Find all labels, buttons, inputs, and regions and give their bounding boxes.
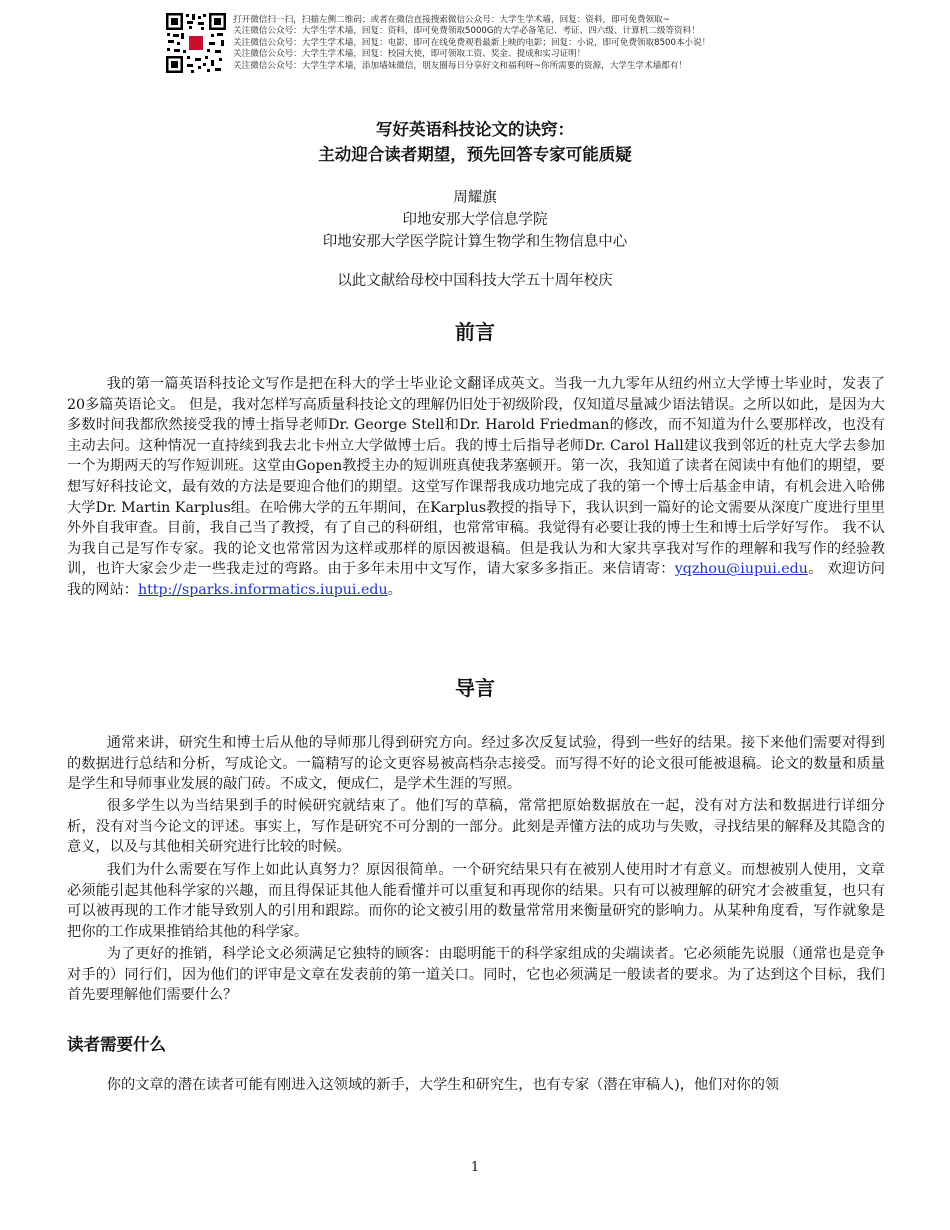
page-number: 1 — [470, 1160, 480, 1175]
intro-paragraph-3: 我们为什么需要在写作上如此认真努力？原因很简单。一个研究结果只有在被别人使用时才有意义。而想被别人使用，文章必须能引起其他科学家的兴趣，而且得保证其他人能看懂并可以重复和再现你的结果。只有可以被理解的研究才会被重复，也只有可以被再现的工作才能导致别人的引用和跟踪。而你的论文被引用的数量常常用来衡量研究的影响力。从某种角度看，写作就象是把你的工作成果推销给其他的科学家。 — [67, 862, 885, 940]
title-line-1: 写好英语科技论文的诀窍： — [376, 120, 574, 139]
email-link[interactable]: yqzhou@iupui.edu — [674, 561, 808, 578]
preface-separator: 。 欢迎访问我的网站： — [67, 561, 885, 598]
promo-line: 关注微信公众号：大学生学术墙，回复：校园大使，即可领取工资、奖金、提成和实习证明！ — [233, 49, 586, 60]
qr-code-graphic — [165, 12, 227, 74]
preface-heading: 前言 — [455, 320, 495, 344]
intro-paragraph-1: 通常来讲，研究生和博士后从他的导师那儿得到研究方向。经过多次反复试验，得到一些好的结果。接下来他们需要对得到的数据进行总结和分析，写成论文。一篇精写的论文更容易被高档杂志接受。而写得不好的论文很可能被退稿。论文的数量和质量是学生和导师事业发展的敲门砖。不成文，便成仁，是学术生涯的写照。 — [67, 735, 885, 793]
readers-heading: 读者需要什么 — [67, 1035, 166, 1054]
intro-paragraph-4: 为了更好的推销，科学论文必须满足它独特的顾客：由聪明能干的科学家组成的尖端读者。它必须能先说服（通常也是竞争对手的）同行们，因为他们的评审是文章在发表前的第一道关口。同时，它也必须满足一般读者的要求。为了达到这个目标，我们首先要理解他们需要什么？ — [67, 946, 885, 1004]
author-name: 周耀旗 — [453, 190, 497, 206]
preface-end: 。 — [387, 581, 402, 598]
promo-line: 关注微信公众号：大学生学术墙，回复：电影，即可在线免费观看最新上映的电影；回复：小说，即可免费领取8500本小说！ — [233, 37, 711, 48]
promo-text — [233, 15, 793, 72]
readers-paragraph: 你的文章的潜在读者可能有刚进入这领域的新手，大学生和研究生，也有专家（潜在审稿人)，他们对你的领 — [106, 1077, 780, 1093]
dedication: 以此文献给母校中国科技大学五十周年校庆 — [337, 273, 613, 289]
intro-paragraph-2: 很多学生以为当结果到手的时候研究就结束了。他们写的草稿，常常把原始数据放在一起，没有对方法和数据进行详细分析，没有对当今论文的评述。事实上，写作是研究不可分割的一部分。此刻是弄懂方法的成功与失败，寻找结果的解释及其隐含的意义，以及与其他相关研究进行比较的时候。 — [67, 798, 885, 856]
promo-line: 关注微信公众号：大学生学术墙，添加墙妹微信，朋友圈每日分享好文和福利呀~你所需要的资源，大学生学术墙都有！ — [233, 60, 688, 71]
qr-code[interactable] — [165, 12, 227, 74]
title-line-2: 主动迎合读者期望，预先回答专家可能质疑 — [318, 145, 632, 164]
author-affiliation-1: 印地安那大学信息学院 — [402, 212, 548, 228]
promo-line: 打开微信扫一扫，扫描左侧二维码；或者在微信直接搜索微信公众号：大学生学术墙，回复：资料，即可免费领取~ — [233, 15, 670, 25]
promo-line: 关注微信公众号：大学生学术墙，回复：资料，即可免费领取5000G的大学必备笔记、考证、四六级、计算机二级等资料！ — [233, 26, 700, 37]
promo-banner — [165, 12, 785, 78]
author-affiliation-2: 印地安那大学医学院计算生物学和生物信息中心 — [322, 234, 628, 250]
preface-text: 我的第一篇英语科技论文写作是把在科大的学士毕业论文翻译成英文。当我一九九零年从纽约州立大学博士毕业时，发表了20多篇英语论文。 但是，我对怎样写高质量科技论文的理解仍旧处于初级阶段，仅知道尽量减少语法错误。之所以如此，是因为大多数时间我都欣然接受我的博士指导老师Dr. George Stell和Dr. Harold Friedman的修改，而不知道为什么要那样改，也没有主动去问。这种情况一直持续到我去北卡州立大学做博士后。我的博士后指导老师Dr. Carol Hall建议我到邻近的杜克大学去参加一个为期两天的写作短训班。这堂由Gopen教授主办的短训班真使我茅塞顿开。第一次，我知道了读者在阅读中有他们的期望，要想写好科技论文，最有效的方法是要迎合他们的期望。这堂写作课帮我成功地完成了我的第一个博士后基金申请，有机会进入哈佛大学Dr. Martin Karplus组。在哈佛大学的五年期间，在Karplus教授的指导下，我认识到一篇好的论文需要从深度广度进行里里外外自我审查。目前，我自己当了教授，有了自己的科研组，也常常审稿。我觉得有必要让我的博士生和博士后学好写作。 我不认为我自己是写作专家。我的论文也常常因为这样或那样的原因被退稿。但是我认为和大家共享我对写作的理解和我写作的经验教训，也许大家会少走一些我走过的弯路。由于多年未用中文写作，请大家多多指正。来信请寄： — [67, 376, 885, 578]
intro-heading: 导言 — [455, 676, 495, 700]
website-link[interactable]: http://sparks.informatics.iupui.edu — [137, 581, 388, 598]
preface-paragraph — [67, 374, 885, 601]
